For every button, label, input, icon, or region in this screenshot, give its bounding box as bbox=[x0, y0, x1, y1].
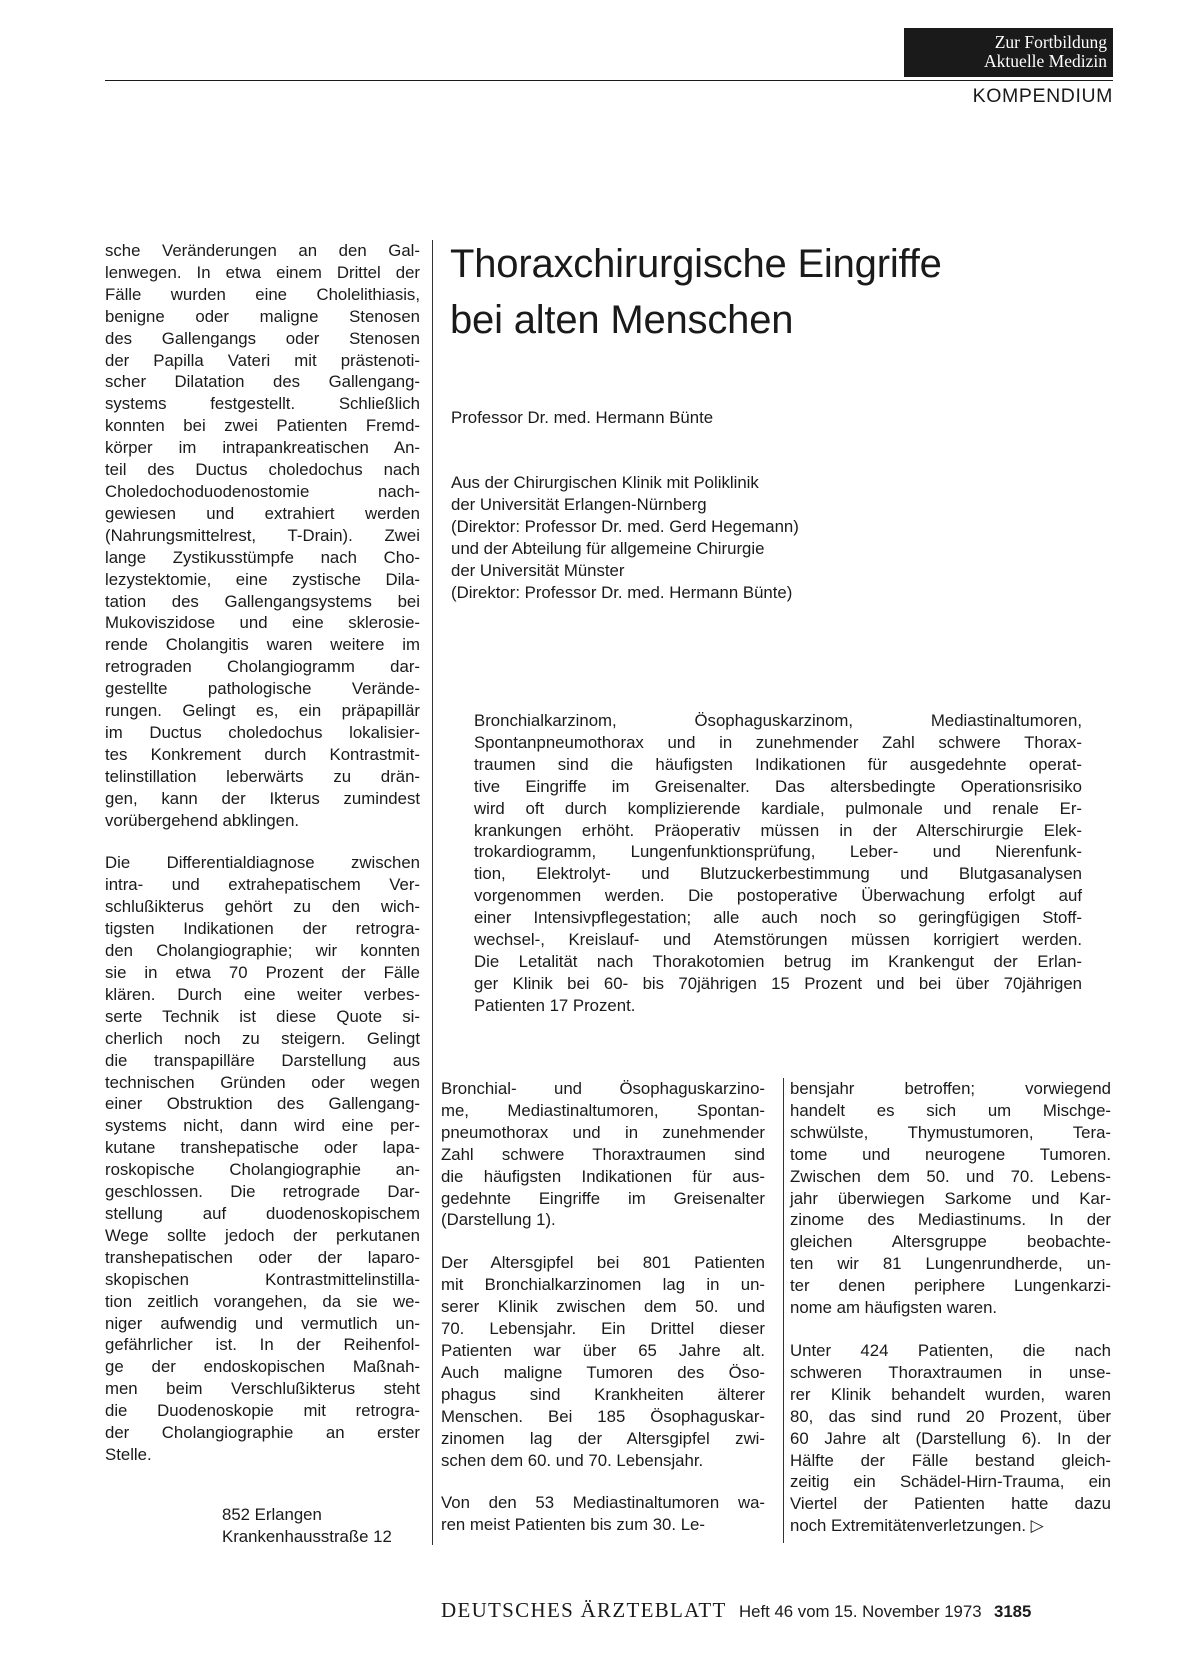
text-line: gefährlicher ist. In der Reihenfol- bbox=[105, 1335, 420, 1355]
column-rule-left bbox=[432, 240, 433, 1545]
text-line: Menschen. Bei 185 Ösophaguskar- bbox=[441, 1406, 765, 1426]
text-line: zinomen lag der Altersgipfel zwi- bbox=[441, 1428, 765, 1448]
text-line: ger Klinik bei 60- bis 70jährigen 15 Prozent und bei über 70jährigen bbox=[474, 973, 1082, 993]
text-line: Von den 53 Mediastinaltumoren wa- bbox=[441, 1493, 765, 1513]
text-line: krankungen erhöht. Präoperativ müssen in der Alterschirurgie Elek- bbox=[474, 820, 1082, 840]
text-line: kutane transhepatische oder lapa- bbox=[105, 1138, 420, 1158]
text-line: telinstillation leberwärts zu drän- bbox=[105, 766, 420, 786]
text-line: tome und neurogene Tumoren. bbox=[790, 1144, 1111, 1164]
text-line: tion, Elektrolyt- und Blutzuckerbestimmung und Blutgasanalysen bbox=[474, 864, 1082, 884]
text-line: 60 Jahre alt (Darstellung 6). In der bbox=[790, 1428, 1111, 1448]
text-line: Bronchialkarzinom, Ösophaguskarzinom, Mediastinaltumoren, bbox=[474, 711, 1082, 730]
text-line: handelt es sich um Mischge- bbox=[790, 1100, 1111, 1120]
text-line: phagus sind Krankheiten älterer bbox=[441, 1384, 765, 1404]
text-line: Hälfte der Fälle bestand gleich- bbox=[790, 1450, 1111, 1470]
right-column bbox=[790, 1078, 1111, 1537]
text-line: körper im intrapankreatischen An- bbox=[105, 438, 420, 458]
text-line: pneumothorax und in zunehmender bbox=[441, 1122, 765, 1142]
text-line: lange Zystikusstümpfe nach Cho- bbox=[105, 547, 420, 567]
text-line: die Duodenoskopie mit retrogra- bbox=[105, 1401, 420, 1421]
text-line: die transpapilläre Darstellung aus bbox=[105, 1050, 420, 1070]
text-line: gleichen Altersgruppe beobachte- bbox=[790, 1232, 1111, 1252]
text-line: teil des Ductus choledochus nach bbox=[105, 460, 420, 480]
text-line: geschlossen. Die retrograde Dar- bbox=[105, 1182, 420, 1202]
text-line: tes Konkrement durch Kontrastmit- bbox=[105, 744, 420, 764]
paragraph bbox=[441, 1492, 765, 1536]
text-line: rer Klinik behandelt wurden, waren bbox=[790, 1384, 1111, 1404]
text-line: trokardiogramm, Lungenfunktionsprüfung, Leber- und Nierenfunk- bbox=[474, 842, 1082, 862]
paragraph bbox=[105, 852, 420, 1465]
text-line: ten wir 81 Lungenrundherde, un- bbox=[790, 1254, 1111, 1274]
text-line: cherlich noch zu steigern. Gelingt bbox=[105, 1028, 420, 1048]
text-line: ren meist Patienten bis zum 30. Le- bbox=[441, 1515, 705, 1535]
affiliation-line: (Direktor: Professor Dr. med. Gerd Hegemann) bbox=[451, 517, 799, 536]
text-line: stellung auf duodenoskopischem bbox=[105, 1203, 420, 1223]
text-line: Fälle wurden eine Cholelithiasis, bbox=[105, 284, 420, 304]
affiliation-line: (Direktor: Professor Dr. med. Hermann Bünte) bbox=[451, 583, 793, 602]
abstract bbox=[474, 710, 1082, 1017]
text-line: Bronchial- und Ösophaguskarzino- bbox=[441, 1079, 765, 1098]
paragraph bbox=[441, 1078, 765, 1231]
text-line: transhepatischen oder der laparo- bbox=[105, 1247, 420, 1267]
author-address bbox=[222, 1504, 392, 1548]
text-line: konnten bei zwei Patienten Fremd- bbox=[105, 416, 420, 436]
text-line: systems nicht, dann wird eine per- bbox=[105, 1116, 420, 1136]
text-line: klären. Durch eine weiter verbes- bbox=[105, 984, 420, 1004]
issue-info: Heft 46 vom 15. November 1973 bbox=[739, 1602, 982, 1621]
page-number: 3185 bbox=[994, 1602, 1032, 1621]
text-line: Der Altersgipfel bei 801 Patienten bbox=[441, 1253, 765, 1273]
title-line-2: bei alten Menschen bbox=[450, 298, 794, 342]
text-line: lenwegen. In etwa einem Drittel der bbox=[105, 262, 420, 282]
text-line: serer Klinik zwischen dem 50. und bbox=[441, 1297, 765, 1317]
text-line: Stelle. bbox=[105, 1444, 152, 1464]
text-line: wechsel-, Kreislauf- und Atemstörungen müssen korrigiert werden. bbox=[474, 930, 1082, 950]
article-title bbox=[450, 236, 1090, 348]
text-line: vorübergehend abklingen. bbox=[105, 810, 300, 830]
text-line: ter denen periphere Lungenkarzi- bbox=[790, 1276, 1111, 1296]
text-line: mit Bronchialkarzinomen lag in un- bbox=[441, 1275, 765, 1295]
text-line: Patienten 17 Prozent. bbox=[474, 995, 636, 1015]
text-line: retrograden Cholangiogramm dar- bbox=[105, 657, 420, 677]
text-line: serte Technik ist diese Quote si- bbox=[105, 1006, 420, 1026]
text-line: Unter 424 Patienten, die nach bbox=[790, 1340, 1111, 1360]
text-line: der Papilla Vateri mit prästenoti- bbox=[105, 350, 420, 370]
text-line: tigsten Indikationen der retrogra- bbox=[105, 919, 420, 939]
text-line: skopischen Kontrastmittelinstilla- bbox=[105, 1269, 420, 1289]
affiliation-line: und der Abteilung für allgemeine Chirurgie bbox=[451, 539, 765, 558]
text-line: niger aufwendig und vermutlich un- bbox=[105, 1313, 420, 1333]
paragraph bbox=[790, 1078, 1111, 1319]
page-footer bbox=[441, 1598, 1111, 1623]
journal-name: DEUTSCHES ÄRZTEBLATT bbox=[441, 1598, 727, 1622]
text-line: Patienten war über 65 Jahre alt. bbox=[441, 1340, 765, 1360]
text-line: ge der endoskopischen Maßnah- bbox=[105, 1357, 420, 1377]
text-line: technischen Gründen oder wegen bbox=[105, 1072, 420, 1092]
header-rule bbox=[105, 80, 1113, 81]
text-line: scher Dilatation des Gallengang- bbox=[105, 372, 420, 392]
text-line: schweren Thoraxtraumen in unse- bbox=[790, 1362, 1111, 1382]
text-line: Die Differentialdiagnose zwischen bbox=[105, 853, 420, 873]
text-line: intra- und extrahepatischem Ver- bbox=[105, 875, 420, 895]
text-line: im Ductus choledochus lokalisier- bbox=[105, 722, 420, 742]
affiliation-line: der Universität Erlangen-Nürnberg bbox=[451, 495, 707, 514]
text-line: gen, kann der Ikterus zumindest bbox=[105, 788, 420, 808]
text-line: einer Intensivpflegestation; alle auch noch so geringfügigen Stoff- bbox=[474, 908, 1082, 928]
middle-column bbox=[441, 1078, 765, 1536]
text-line: Zahl schwere Thoraxtraumen sind bbox=[441, 1144, 765, 1164]
text-line: traumen sind die häufigsten Indikationen für ausgedehnte operat- bbox=[474, 754, 1082, 774]
text-line: Spontanpneumothorax und in zunehmender Zahl schwere Thorax- bbox=[474, 732, 1082, 752]
affiliation-line: der Universität Münster bbox=[451, 561, 625, 580]
text-line: schlußikterus gehört zu den wich- bbox=[105, 897, 420, 917]
text-line: (Nahrungsmittelrest, T-Drain). Zwei bbox=[105, 525, 420, 545]
text-line: tive Eingriffe im Greisenalter. Das altersbedingte Operationsrisiko bbox=[474, 776, 1082, 796]
text-line: 80, das sind rund 20 Prozent, über bbox=[790, 1406, 1111, 1426]
text-line: Viertel der Patienten hatte dazu bbox=[790, 1494, 1111, 1514]
text-line: gestellte pathologische Verände- bbox=[105, 679, 420, 699]
text-line: roskopische Cholangiographie an- bbox=[105, 1160, 420, 1180]
text-line: zeitig ein Schädel-Hirn-Trauma, ein bbox=[790, 1472, 1111, 1492]
address-line-1: 852 Erlangen bbox=[222, 1505, 322, 1524]
text-line: gedehnte Eingriffe im Greisenalter bbox=[441, 1188, 765, 1208]
text-line: (Darstellung 1). bbox=[441, 1210, 556, 1230]
text-line: einer Obstruktion des Gallengang- bbox=[105, 1094, 420, 1114]
column-rule-middle bbox=[783, 1078, 784, 1543]
text-line: Mukoviszidose und eine sklerosie- bbox=[105, 613, 420, 633]
text-line: sie in etwa 70 Prozent der Fälle bbox=[105, 963, 420, 982]
text-line: des Gallengangs oder Stenosen bbox=[105, 328, 420, 348]
paragraph bbox=[441, 1252, 765, 1471]
text-line: Choledochoduodenostomie nach- bbox=[105, 481, 420, 501]
text-line: benigne oder maligne Stenosen bbox=[105, 306, 420, 326]
text-line: sche Veränderungen an den Gal- bbox=[105, 241, 420, 260]
text-line: wird oft durch komplizierende kardiale, pulmonale und renale Er- bbox=[474, 798, 1082, 818]
affiliation bbox=[451, 472, 799, 604]
text-line: Wege sollte jedoch der perkutanen bbox=[105, 1225, 420, 1245]
text-line: systems festgestellt. Schließlich bbox=[105, 394, 420, 414]
section-badge bbox=[904, 28, 1113, 77]
badge-line-2: Aktuelle Medizin bbox=[984, 51, 1107, 71]
text-line: schen dem 60. und 70. Lebensjahr. bbox=[441, 1450, 704, 1470]
text-line: me, Mediastinaltumoren, Spontan- bbox=[441, 1100, 765, 1120]
address-line-2: Krankenhausstraße 12 bbox=[222, 1527, 392, 1546]
text-line: vorgenommen werden. Die postoperative Überwachung erfolgt auf bbox=[474, 886, 1082, 906]
text-line: Auch maligne Tumoren des Öso- bbox=[441, 1362, 765, 1382]
text-line: die häufigsten Indikationen für aus- bbox=[441, 1166, 765, 1186]
text-line: rende Cholangitis waren weitere im bbox=[105, 635, 420, 655]
paragraph bbox=[474, 710, 1082, 1017]
text-line: Zwischen dem 50. und 70. Lebens- bbox=[790, 1166, 1111, 1186]
text-line: bensjahr betroffen; vorwiegend bbox=[790, 1079, 1111, 1098]
title-line-1: Thoraxchirurgische Eingriffe bbox=[450, 242, 942, 286]
text-line: lezystektomie, eine zystische Dila- bbox=[105, 569, 420, 589]
text-line: der Cholangiographie an erster bbox=[105, 1423, 420, 1443]
text-line: tion zeitlich vorangehen, da sie we- bbox=[105, 1291, 420, 1311]
badge-line-1: Zur Fortbildung bbox=[994, 32, 1107, 52]
text-line: nome am häufigsten waren. bbox=[790, 1298, 998, 1318]
text-line: den Cholangiographie; wir konnten bbox=[105, 941, 420, 961]
text-line: zinome des Mediastinums. In der bbox=[790, 1210, 1111, 1230]
paragraph bbox=[105, 240, 420, 831]
text-line: noch Extremitätenverletzungen. ▷ bbox=[790, 1516, 1044, 1536]
left-column bbox=[105, 240, 420, 1466]
text-line: rungen. Gelingt es, ein präpapillär bbox=[105, 701, 420, 721]
text-line: jahr überwiegen Sarkome und Kar- bbox=[790, 1188, 1111, 1208]
text-line: Die Letalität nach Thorakotomien betrug im Krankengut der Erlan- bbox=[474, 951, 1082, 971]
author: Professor Dr. med. Hermann Bünte bbox=[451, 408, 714, 427]
paragraph bbox=[790, 1340, 1111, 1537]
text-line: tation des Gallengangsystems bei bbox=[105, 591, 420, 611]
text-line: gewiesen und extrahiert werden bbox=[105, 503, 420, 523]
text-line: men beim Verschlußikterus steht bbox=[105, 1379, 420, 1399]
affiliation-line: Aus der Chirurgischen Klinik mit Poliklinik bbox=[451, 473, 759, 492]
text-line: schwülste, Thymustumoren, Tera- bbox=[790, 1122, 1111, 1142]
text-line: 70. Lebensjahr. Ein Drittel dieser bbox=[441, 1319, 765, 1339]
section-label: KOMPENDIUM bbox=[972, 85, 1113, 107]
